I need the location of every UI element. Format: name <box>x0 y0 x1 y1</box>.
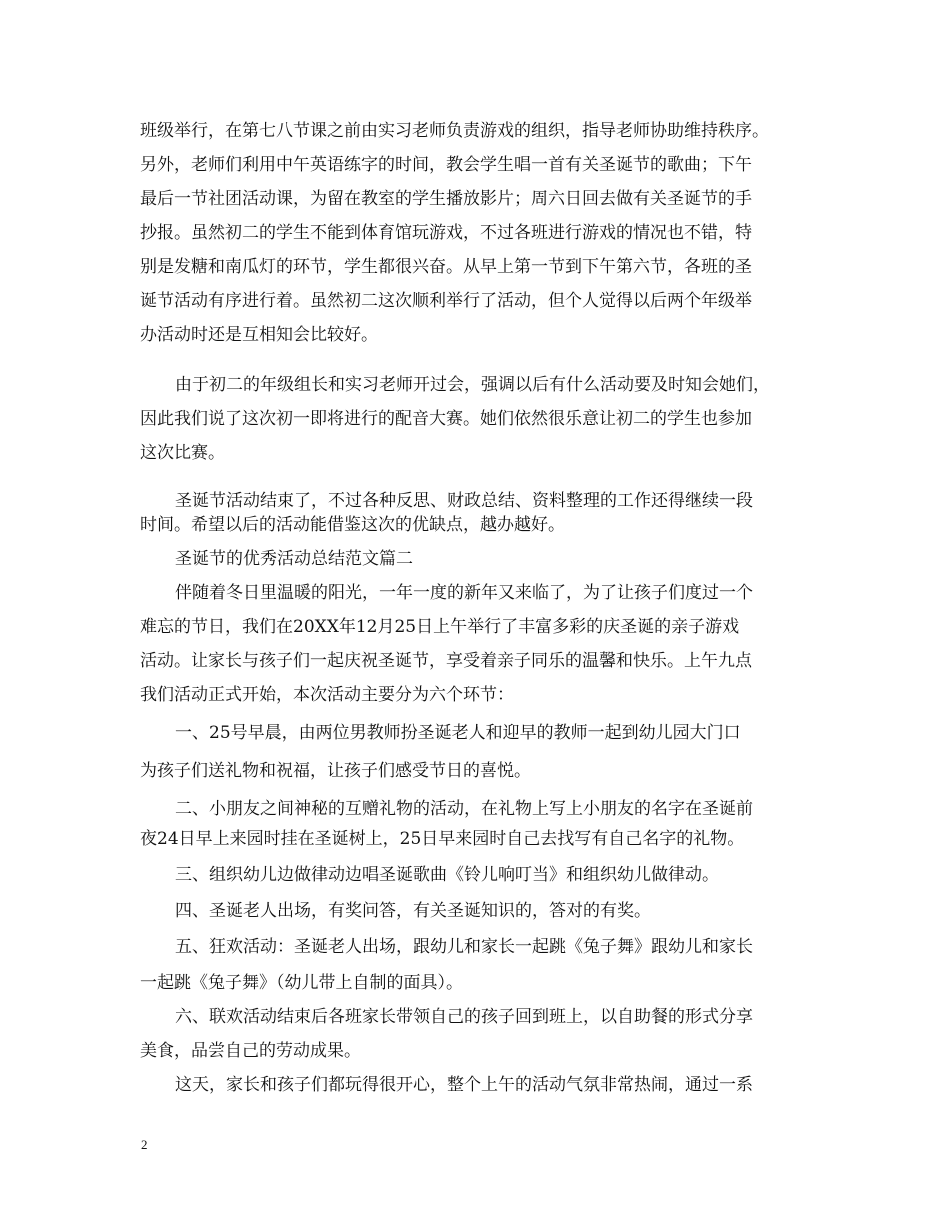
paragraph-line: 为孩子们送礼物和祝福，让孩子们感受节日的喜悦。 <box>140 761 531 781</box>
paragraph-line: 活动。让家长与孩子们一起庆祝圣诞节，享受着亲子同乐的温馨和快乐。上午九点 <box>140 651 752 671</box>
list-item: 五、狂欢活动：圣诞老人出场，跟幼儿和家长一起跳《兔子舞》跟幼儿和家长 <box>175 937 753 957</box>
section-heading: 圣诞节的优秀活动总结范文篇二 <box>175 549 413 569</box>
list-item: 四、圣诞老人出场，有奖问答，有关圣诞知识的，答对的有奖。 <box>175 901 651 921</box>
paragraph-line: 因此我们说了这次初一即将进行的配音大赛。她们依然很乐意让初二的学生也参加 <box>140 409 752 429</box>
paragraph-line: 难忘的节日，我们在20XX年12月25日上午举行了丰富多彩的庆圣诞的亲子游戏 <box>140 617 740 637</box>
page-number: 2 <box>141 1137 148 1152</box>
list-item: 二、小朋友之间神秘的互赠礼物的活动，在礼物上写上小朋友的名字在圣诞前 <box>175 799 753 819</box>
paragraph-line: 由于初二的年级组长和实习老师开过会，强调以后有什么活动要及时知会她们， <box>175 375 770 395</box>
paragraph-line: 这天，家长和孩子们都玩得很开心，整个上午的活动气氛非常热闹，通过一系 <box>175 1075 753 1095</box>
paragraph-line: 伴随着冬日里温暖的阳光，一年一度的新年又来临了，为了让孩子们度过一个 <box>175 583 753 603</box>
list-item: 六、联欢活动结束后各班家长带领自己的孩子回到班上，以自助餐的形式分享 <box>175 1007 753 1027</box>
paragraph-line: 一起跳《兔子舞》（幼儿带上自制的面具）。 <box>140 973 463 993</box>
paragraph-line: 圣诞节活动结束了，不过各种反思、财政总结、资料整理的工作还得继续一段 <box>175 491 753 511</box>
paragraph-line: 这次比赛。 <box>140 443 225 463</box>
paragraph-line: 美食，品尝自己的劳动成果。 <box>140 1041 361 1061</box>
paragraph-line: 诞节活动有序进行着。虽然初二这次顺利举行了活动，但个人觉得以后两个年级举 <box>140 291 752 311</box>
paragraph-line: 我们活动正式开始，本次活动主要分为六个环节： <box>140 685 514 705</box>
paragraph-line: 办活动时还是互相知会比较好。 <box>140 325 378 345</box>
list-item: 一、25号早晨，由两位男教师扮圣诞老人和迎早的教师一起到幼儿园大门口 <box>175 723 741 743</box>
paragraph-line: 别是发糖和南瓜灯的环节，学生都很兴奋。从早上第一节到下午第六节，各班的圣 <box>140 257 752 277</box>
paragraph-line: 抄报。虽然初二的学生不能到体育馆玩游戏，不过各班进行游戏的情况也不错，特 <box>140 223 752 243</box>
paragraph-line: 夜24日早上来园时挂在圣诞树上，25日早来园时自己去找写有自己名字的礼物。 <box>140 829 745 849</box>
paragraph-line: 最后一节社团活动课，为留在教室的学生播放影片；周六日回去做有关圣诞节的手 <box>140 189 752 209</box>
list-item: 三、组织幼儿边做律动边唱圣诞歌曲《铃儿响叮当》和组织幼儿做律动。 <box>175 865 719 885</box>
paragraph-line: 另外，老师们利用中午英语练字的时间，教会学生唱一首有关圣诞节的歌曲；下午 <box>140 155 752 175</box>
paragraph-line: 班级举行，在第七八节课之前由实习老师负责游戏的组织，指导老师协助维持秩序。 <box>140 121 769 141</box>
paragraph-line: 时间。希望以后的活动能借鉴这次的优缺点，越办越好。 <box>140 515 565 535</box>
